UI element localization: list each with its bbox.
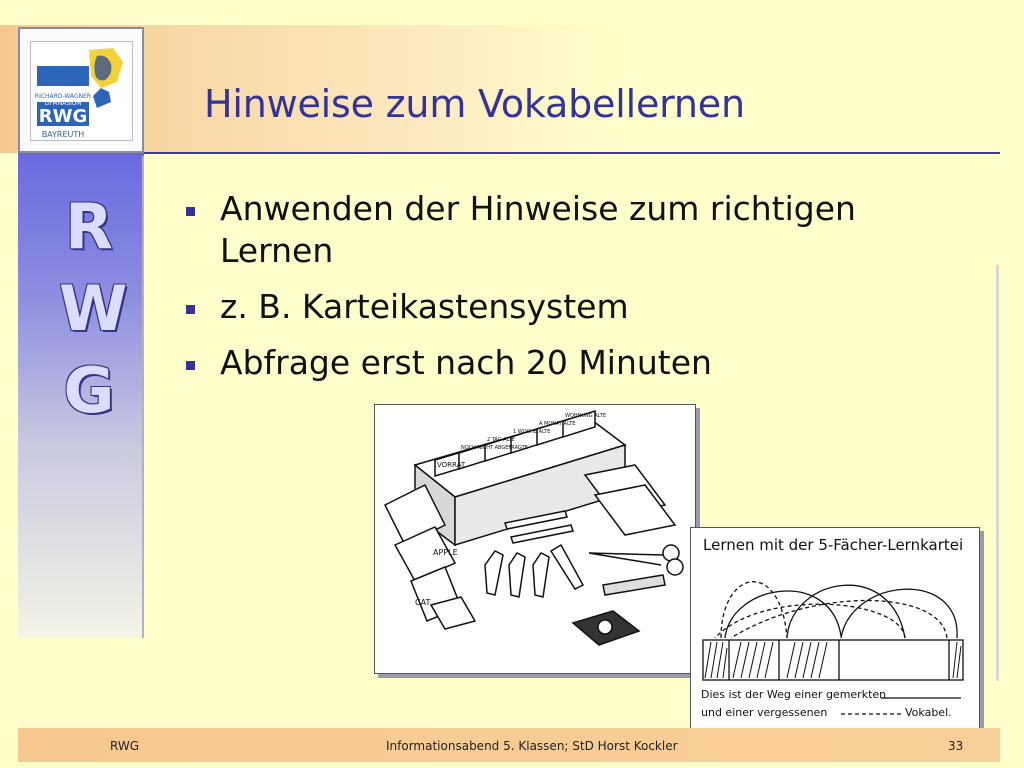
diagram-note-word: Vokabel. (905, 706, 952, 719)
side-letter-w: W (59, 272, 128, 345)
side-letter-r: R (65, 190, 113, 263)
logo-line3: RWG (38, 106, 88, 127)
card-label: 1 WOCHE ALTE (513, 429, 551, 435)
bullet-item: Anwenden der Hinweise zum richtigen Lernen (186, 188, 920, 272)
card-label: VORRAT (437, 461, 466, 469)
footer-page-number: 33 (948, 739, 964, 753)
card-label: A MONAT ALTE (539, 421, 576, 427)
logo-line2: GYMNASIUM (44, 100, 82, 107)
footer-center: Informationsabend 5. Klassen; StD Horst Kockler (386, 739, 678, 753)
school-logo (18, 27, 144, 153)
card-label: WOHNUNG ALTE (565, 413, 606, 419)
slide-title: Hinweise zum Vokabellernen (204, 82, 745, 126)
card-label: 2 TAG ALTE (487, 437, 515, 443)
diagram-caption: Lernen mit der 5-Fächer-Lernkartei (703, 536, 964, 554)
logo-emblem (30, 41, 133, 141)
footer-left: RWG (110, 739, 140, 753)
diagram-note-line2: und einer vergessenen (701, 706, 828, 719)
bullet-list (186, 188, 986, 398)
side-letter-g: G (63, 354, 115, 427)
logo-portrait-icon (31, 42, 133, 141)
title-divider (144, 152, 1000, 154)
logo-line1: RICHARD-WAGNER (34, 93, 92, 100)
card-box-drawing (375, 405, 695, 673)
card-box-illustration (374, 404, 696, 674)
logo-line4: BAYREUTH (41, 130, 85, 139)
diagram-note-line1: Dies ist der Weg einer gemerkten (701, 688, 887, 701)
slide-edge-line (996, 265, 999, 681)
lernkartei-diagram (690, 527, 980, 729)
card-label-apple: APPLE (433, 548, 458, 557)
card-label-cat: CAT (415, 598, 431, 607)
card-label: NOCH NICHT ABGEFRAGTE (461, 445, 528, 451)
side-column (18, 156, 144, 638)
bullet-item: Abfrage erst nach 20 Minuten (186, 342, 986, 384)
bullet-item: z. B. Karteikastensystem (186, 286, 986, 328)
